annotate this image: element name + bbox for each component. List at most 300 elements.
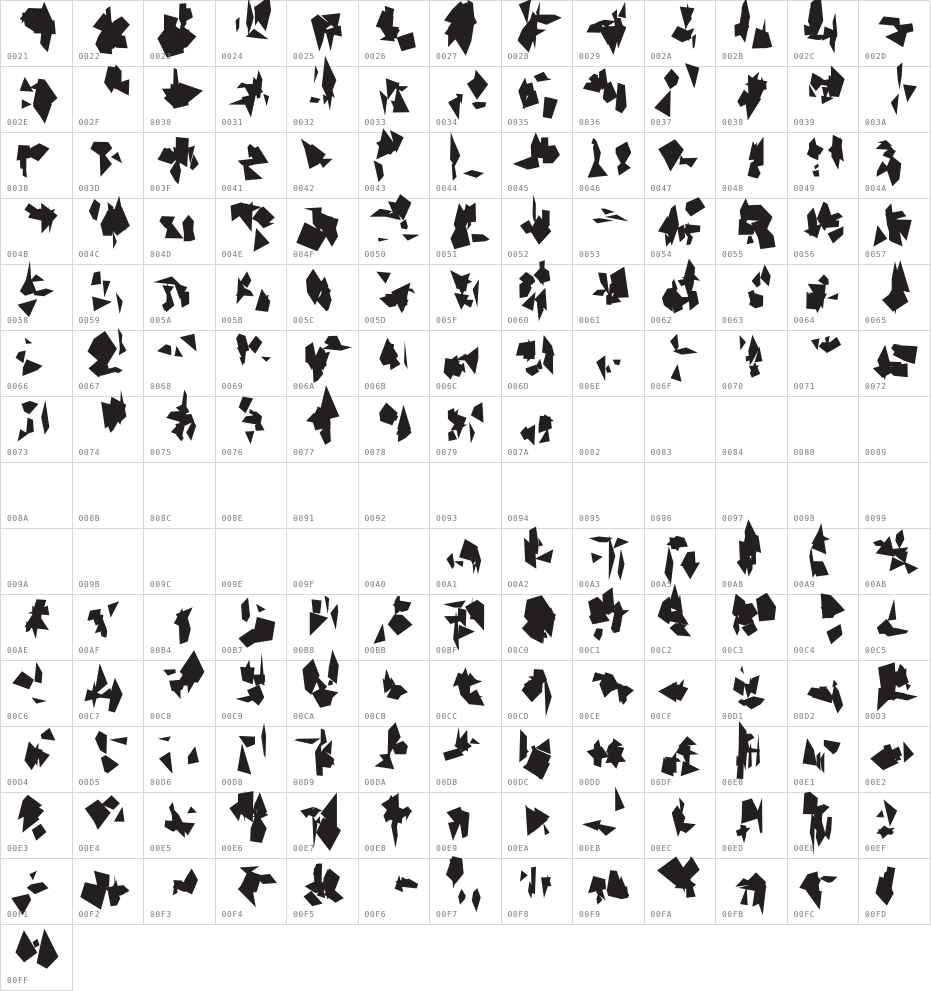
glyph-shape: [430, 333, 501, 379]
glyph-shape: [287, 69, 358, 115]
glyph-cell[interactable]: [788, 1, 860, 67]
glyph-cell[interactable]: [287, 595, 359, 661]
glyph-cell[interactable]: [716, 529, 788, 595]
glyph-code-label: 0083: [650, 448, 673, 457]
glyph-cell[interactable]: [502, 199, 574, 265]
glyph-code-label: 002A: [650, 52, 673, 61]
glyph-cell[interactable]: [287, 529, 359, 595]
glyph-code-label: 0023: [150, 52, 172, 61]
glyph-cell[interactable]: [73, 859, 145, 925]
glyph-cell[interactable]: [144, 727, 216, 793]
glyph-shape: [502, 267, 573, 313]
glyph-cell[interactable]: [716, 727, 788, 793]
glyph-code-label: 00C0: [507, 646, 530, 655]
glyph-cell[interactable]: [144, 67, 216, 133]
glyph-cell[interactable]: [1, 1, 73, 67]
glyph-shape: [144, 69, 215, 115]
glyph-code-label: 00C7: [78, 712, 101, 721]
glyph-cell[interactable]: [430, 1, 502, 67]
glyph-shape: [645, 333, 716, 379]
glyph-cell[interactable]: [1, 397, 73, 463]
glyph-cell[interactable]: [645, 133, 717, 199]
glyph-shape: [788, 3, 859, 49]
glyph-cell[interactable]: [859, 397, 931, 463]
glyph-cell[interactable]: [788, 199, 860, 265]
glyph-code-label: 00E7: [293, 844, 315, 853]
glyph-cell[interactable]: [788, 661, 860, 727]
glyph-shape: [573, 201, 644, 247]
glyph-cell[interactable]: [859, 331, 931, 397]
glyph-cell[interactable]: [359, 529, 431, 595]
glyph-cell[interactable]: [287, 859, 359, 925]
glyph-cell[interactable]: [73, 331, 145, 397]
glyph-code-label: 0032: [293, 118, 315, 127]
glyph-shape: [287, 201, 358, 247]
glyph-cell[interactable]: [144, 331, 216, 397]
glyph-shape: [573, 729, 644, 775]
glyph-cell[interactable]: [359, 859, 431, 925]
glyph-shape: [430, 729, 501, 775]
glyph-cell[interactable]: [859, 199, 931, 265]
glyph-cell[interactable]: [73, 1, 145, 67]
glyph-code-label: 00EC: [650, 844, 673, 853]
glyph-code-label: 00DD: [579, 778, 601, 787]
glyph-code-label: 00F4: [221, 910, 244, 919]
glyph-code-label: 00A2: [507, 580, 530, 589]
glyph-cell[interactable]: [144, 595, 216, 661]
glyph-cell[interactable]: [859, 727, 931, 793]
glyph-code-label: 00DA: [364, 778, 387, 787]
glyph-cell[interactable]: [73, 199, 145, 265]
glyph-cell[interactable]: [645, 463, 717, 529]
glyph-code-label: 00B4: [150, 646, 172, 655]
glyph-cell[interactable]: [144, 133, 216, 199]
glyph-code-label: 006C: [436, 382, 458, 391]
glyph-cell[interactable]: [859, 1, 931, 67]
glyph-code-label: 0054: [650, 250, 673, 259]
glyph-cell[interactable]: [502, 529, 574, 595]
glyph-cell[interactable]: [359, 397, 431, 463]
glyph-cell[interactable]: [788, 595, 860, 661]
glyph-cell[interactable]: [430, 67, 502, 133]
glyph-cell[interactable]: [430, 265, 502, 331]
glyph-cell[interactable]: [359, 463, 431, 529]
glyph-cell[interactable]: [1, 727, 73, 793]
glyph-code-label: 0078: [364, 448, 387, 457]
glyph-code-label: 0096: [650, 514, 673, 523]
glyph-cell[interactable]: [216, 331, 288, 397]
glyph-code-label: 0033: [364, 118, 387, 127]
glyph-code-label: 003A: [865, 118, 887, 127]
glyph-cell[interactable]: [645, 199, 717, 265]
glyph-cell[interactable]: [216, 133, 288, 199]
glyph-shape: [573, 333, 644, 379]
glyph-code-label: 00CE: [579, 712, 601, 721]
glyph-cell[interactable]: [645, 661, 717, 727]
glyph-cell[interactable]: [645, 1, 717, 67]
glyph-cell[interactable]: [359, 793, 431, 859]
glyph-cell[interactable]: [73, 397, 145, 463]
glyph-code-label: 003F: [150, 184, 172, 193]
glyph-cell[interactable]: [359, 199, 431, 265]
glyph-cell[interactable]: [287, 1, 359, 67]
glyph-shape: [1, 333, 72, 379]
glyph-shape: [430, 3, 501, 49]
glyph-cell[interactable]: [573, 199, 645, 265]
glyph-cell[interactable]: [716, 463, 788, 529]
glyph-cell[interactable]: [788, 397, 860, 463]
glyph-cell[interactable]: [144, 1, 216, 67]
glyph-cell[interactable]: [1, 595, 73, 661]
glyph-cell[interactable]: [573, 595, 645, 661]
glyph-code-label: 00D5: [78, 778, 101, 787]
glyph-cell[interactable]: [359, 265, 431, 331]
glyph-cell[interactable]: [859, 463, 931, 529]
glyph-shape: [73, 597, 144, 643]
glyph-cell[interactable]: [788, 727, 860, 793]
glyph-cell[interactable]: [573, 859, 645, 925]
glyph-code-label: 0057: [865, 250, 887, 259]
glyph-cell[interactable]: [1, 199, 73, 265]
glyph-cell[interactable]: [1, 661, 73, 727]
glyph-cell[interactable]: [502, 859, 574, 925]
glyph-cell[interactable]: [573, 133, 645, 199]
glyph-code-label: 005F: [436, 316, 458, 325]
glyph-cell[interactable]: [1, 793, 73, 859]
glyph-cell[interactable]: [73, 661, 145, 727]
glyph-cell[interactable]: [216, 1, 288, 67]
glyph-code-label: 0099: [865, 514, 887, 523]
glyph-code-label: 005A: [150, 316, 172, 325]
glyph-cell[interactable]: [716, 793, 788, 859]
glyph-cell[interactable]: [645, 859, 717, 925]
glyph-cell[interactable]: [859, 859, 931, 925]
glyph-code-label: 00F2: [78, 910, 101, 919]
glyph-shape: [1, 399, 72, 445]
glyph-cell[interactable]: [287, 727, 359, 793]
glyph-cell[interactable]: [144, 859, 216, 925]
glyph-shape: [359, 795, 430, 841]
glyph-cell[interactable]: [788, 859, 860, 925]
glyph-cell[interactable]: [573, 1, 645, 67]
glyph-cell[interactable]: [1, 331, 73, 397]
glyph-cell[interactable]: [645, 727, 717, 793]
glyph-shape: [359, 597, 430, 643]
glyph-cell[interactable]: [144, 793, 216, 859]
glyph-cell[interactable]: [73, 265, 145, 331]
glyph-cell[interactable]: [144, 661, 216, 727]
glyph-cell[interactable]: [573, 67, 645, 133]
glyph-cell[interactable]: [788, 331, 860, 397]
glyph-shape: [859, 597, 930, 643]
glyph-code-label: 0065: [865, 316, 887, 325]
glyph-cell[interactable]: [645, 265, 717, 331]
glyph-code-label: 00F3: [150, 910, 172, 919]
glyph-cell[interactable]: [73, 793, 145, 859]
glyph-code-label: 0084: [722, 448, 744, 457]
glyph-code-label: 00C6: [7, 712, 29, 721]
glyph-cell[interactable]: [287, 199, 359, 265]
glyph-cell[interactable]: [502, 67, 574, 133]
glyph-cell[interactable]: [287, 661, 359, 727]
glyph-cell[interactable]: [716, 397, 788, 463]
glyph-cell[interactable]: [716, 859, 788, 925]
glyph-cell[interactable]: [430, 529, 502, 595]
glyph-cell[interactable]: [1, 529, 73, 595]
glyph-cell[interactable]: [430, 595, 502, 661]
glyph-cell[interactable]: [1, 463, 73, 529]
glyph-cell[interactable]: [216, 397, 288, 463]
glyph-cell[interactable]: [216, 727, 288, 793]
glyph-shape: [359, 861, 430, 907]
glyph-cell[interactable]: [287, 463, 359, 529]
glyph-shape: [716, 597, 787, 643]
glyph-shape: [216, 135, 287, 181]
glyph-cell[interactable]: [573, 265, 645, 331]
glyph-cell[interactable]: [502, 133, 574, 199]
glyph-cell[interactable]: [216, 463, 288, 529]
glyph-code-label: 0058: [7, 316, 29, 325]
glyph-cell[interactable]: [287, 67, 359, 133]
glyph-cell[interactable]: [788, 793, 860, 859]
glyph-shape: [502, 69, 573, 115]
glyph-cell[interactable]: [573, 397, 645, 463]
glyph-cell[interactable]: [430, 661, 502, 727]
glyph-shape: [859, 201, 930, 247]
glyph-cell[interactable]: [144, 463, 216, 529]
glyph-cell[interactable]: [573, 793, 645, 859]
glyph-cell[interactable]: [216, 661, 288, 727]
glyph-code-label: 004D: [150, 250, 172, 259]
glyph-cell[interactable]: [430, 199, 502, 265]
glyph-cell[interactable]: [645, 67, 717, 133]
glyph-cell[interactable]: [144, 265, 216, 331]
glyph-code-label: 00DB: [436, 778, 458, 787]
glyph-shape: [287, 399, 358, 445]
glyph-code-label: 00ED: [722, 844, 744, 853]
glyph-code-label: 006F: [650, 382, 673, 391]
glyph-cell[interactable]: [788, 529, 860, 595]
glyph-cell[interactable]: [430, 727, 502, 793]
glyph-code-label: 0039: [793, 118, 816, 127]
glyph-code-label: 0094: [507, 514, 530, 523]
glyph-cell[interactable]: [859, 595, 931, 661]
glyph-cell[interactable]: [73, 595, 145, 661]
glyph-cell[interactable]: [502, 595, 574, 661]
glyph-cell[interactable]: [788, 265, 860, 331]
glyph-shape: [216, 69, 287, 115]
glyph-code-label: 002C: [793, 52, 816, 61]
glyph-cell[interactable]: [859, 265, 931, 331]
glyph-cell[interactable]: [859, 661, 931, 727]
glyph-cell[interactable]: [144, 199, 216, 265]
glyph-code-label: 0048: [722, 184, 744, 193]
glyph-shape: [645, 729, 716, 775]
glyph-code-label: 0028: [507, 52, 530, 61]
glyph-cell[interactable]: [430, 793, 502, 859]
glyph-cell[interactable]: [573, 463, 645, 529]
glyph-shape: [502, 597, 573, 643]
glyph-cell[interactable]: [144, 397, 216, 463]
glyph-cell[interactable]: [573, 661, 645, 727]
glyph-cell[interactable]: [716, 265, 788, 331]
glyph-cell[interactable]: [502, 463, 574, 529]
glyph-cell[interactable]: [502, 331, 574, 397]
glyph-cell[interactable]: [430, 133, 502, 199]
glyph-shape: [788, 663, 859, 709]
glyph-code-label: 00EF: [865, 844, 887, 853]
glyph-shape: [73, 135, 144, 181]
glyph-shape: [359, 399, 430, 445]
glyph-code-label: 0095: [579, 514, 601, 523]
glyph-cell[interactable]: [287, 265, 359, 331]
glyph-cell[interactable]: [430, 397, 502, 463]
glyph-cell[interactable]: [216, 859, 288, 925]
glyph-cell[interactable]: [144, 529, 216, 595]
glyph-shape: [716, 861, 787, 907]
glyph-code-label: 00BB: [364, 646, 387, 655]
glyph-cell[interactable]: [716, 133, 788, 199]
glyph-cell[interactable]: [359, 661, 431, 727]
glyph-shape: [430, 663, 501, 709]
glyph-shape: [645, 69, 716, 115]
glyph-code-label: 0060: [507, 316, 530, 325]
glyph-cell[interactable]: [287, 133, 359, 199]
glyph-shape: [287, 267, 358, 313]
glyph-cell[interactable]: [73, 463, 145, 529]
glyph-code-label: 004F: [293, 250, 315, 259]
glyph-shape: [430, 531, 501, 577]
glyph-cell[interactable]: [73, 133, 145, 199]
glyph-cell[interactable]: [573, 529, 645, 595]
glyph-cell[interactable]: [645, 529, 717, 595]
glyph-code-label: 00D9: [293, 778, 315, 787]
glyph-cell[interactable]: [1, 925, 73, 991]
glyph-shape: [430, 135, 501, 181]
glyph-cell[interactable]: [502, 397, 574, 463]
glyph-shape: [859, 3, 930, 49]
glyph-cell[interactable]: [430, 331, 502, 397]
glyph-shape: [216, 267, 287, 313]
glyph-shape: [216, 729, 287, 775]
glyph-cell[interactable]: [716, 199, 788, 265]
glyph-shape: [359, 333, 430, 379]
glyph-shape: [73, 201, 144, 247]
glyph-code-label: 00CC: [436, 712, 458, 721]
glyph-cell[interactable]: [1, 67, 73, 133]
glyph-shape: [216, 201, 287, 247]
glyph-code-label: 002B: [722, 52, 744, 61]
glyph-shape: [144, 267, 215, 313]
glyph-cell[interactable]: [287, 397, 359, 463]
glyph-cell[interactable]: [859, 529, 931, 595]
glyph-shape: [645, 3, 716, 49]
glyph-cell[interactable]: [1, 859, 73, 925]
glyph-code-label: 00AF: [78, 646, 101, 655]
glyph-code-label: 006A: [293, 382, 315, 391]
glyph-code-label: 00D6: [150, 778, 172, 787]
glyph-cell[interactable]: [216, 595, 288, 661]
glyph-cell[interactable]: [645, 793, 717, 859]
glyph-cell[interactable]: [73, 67, 145, 133]
glyph-code-label: 0055: [722, 250, 744, 259]
glyph-cell[interactable]: [430, 463, 502, 529]
glyph-cell[interactable]: [359, 1, 431, 67]
glyph-cell[interactable]: [1, 133, 73, 199]
glyph-shape: [1, 729, 72, 775]
glyph-code-label: 003D: [78, 184, 101, 193]
glyph-cell[interactable]: [502, 265, 574, 331]
glyph-cell[interactable]: [573, 331, 645, 397]
glyph-code-label: 0026: [364, 52, 387, 61]
glyph-code-label: 00A0: [364, 580, 387, 589]
glyph-cell[interactable]: [73, 727, 145, 793]
glyph-cell[interactable]: [287, 793, 359, 859]
glyph-cell[interactable]: [430, 859, 502, 925]
glyph-cell[interactable]: [645, 331, 717, 397]
glyph-cell[interactable]: [502, 793, 574, 859]
glyph-cell[interactable]: [716, 67, 788, 133]
glyph-shape: [645, 201, 716, 247]
glyph-code-label: 00E8: [364, 844, 387, 853]
glyph-cell[interactable]: [216, 529, 288, 595]
glyph-cell[interactable]: [716, 331, 788, 397]
glyph-shape: [73, 69, 144, 115]
glyph-code-label: 0072: [865, 382, 887, 391]
glyph-code-label: 0049: [793, 184, 816, 193]
glyph-cell[interactable]: [287, 331, 359, 397]
glyph-code-label: 0063: [722, 316, 744, 325]
glyph-shape: [573, 531, 644, 577]
glyph-cell[interactable]: [502, 1, 574, 67]
glyph-cell[interactable]: [859, 133, 931, 199]
glyph-cell[interactable]: [716, 595, 788, 661]
glyph-cell[interactable]: [73, 529, 145, 595]
glyph-cell[interactable]: [1, 265, 73, 331]
glyph-cell[interactable]: [216, 199, 288, 265]
glyph-cell[interactable]: [788, 67, 860, 133]
glyph-cell[interactable]: [359, 67, 431, 133]
glyph-cell[interactable]: [359, 727, 431, 793]
glyph-cell[interactable]: [573, 727, 645, 793]
glyph-cell[interactable]: [359, 133, 431, 199]
glyph-shape: [287, 861, 358, 907]
glyph-shape: [788, 531, 859, 577]
glyph-code-label: 0052: [507, 250, 530, 259]
glyph-code-label: 00E2: [865, 778, 887, 787]
glyph-cell[interactable]: [859, 793, 931, 859]
glyph-shape: [788, 201, 859, 247]
glyph-cell[interactable]: [216, 265, 288, 331]
glyph-cell[interactable]: [788, 463, 860, 529]
glyph-code-label: 009A: [7, 580, 29, 589]
glyph-cell[interactable]: [716, 661, 788, 727]
glyph-cell[interactable]: [645, 397, 717, 463]
glyph-cell[interactable]: [359, 331, 431, 397]
glyph-cell[interactable]: [788, 133, 860, 199]
glyph-code-label: 00E0: [722, 778, 744, 787]
glyph-cell[interactable]: [645, 595, 717, 661]
glyph-cell[interactable]: [502, 727, 574, 793]
glyph-cell[interactable]: [502, 661, 574, 727]
glyph-cell[interactable]: [859, 67, 931, 133]
glyph-cell[interactable]: [216, 67, 288, 133]
glyph-code-label: 004A: [865, 184, 887, 193]
glyph-cell[interactable]: [359, 595, 431, 661]
glyph-cell[interactable]: [716, 1, 788, 67]
glyph-shape: [716, 69, 787, 115]
glyph-cell[interactable]: [216, 793, 288, 859]
